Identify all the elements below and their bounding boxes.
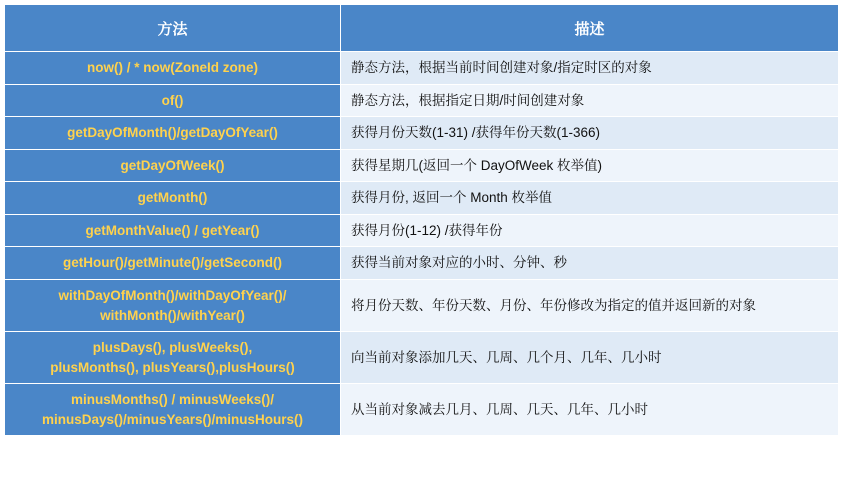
method-cell: now() / * now(ZoneId zone)	[5, 52, 341, 85]
description-cell: 向当前对象添加几天、几周、几个月、几年、几小时	[341, 332, 839, 384]
method-line-2: minusDays()/minusYears()/minusHours()	[41, 411, 304, 427]
method-line-2: plusMonths(), plusYears(),plusHours()	[50, 359, 295, 375]
column-header-description: 描述	[341, 5, 839, 52]
method-cell	[5, 384, 341, 436]
table-row	[5, 117, 839, 150]
description-cell: 获得月份天数(1-31) /获得年份天数(1-366)	[341, 117, 839, 150]
method-line-2: withMonth()/withYear()	[100, 307, 245, 323]
description-cell: 从当前对象减去几月、几周、几天、几年、几小时	[341, 384, 839, 436]
method-cell	[5, 332, 341, 384]
description-cell: 获得月份(1-12) /获得年份	[341, 214, 839, 247]
column-header-method: 方法	[5, 5, 341, 52]
method-line-1: minusMonths() / minusWeeks()/	[70, 392, 274, 408]
description-cell: 获得当前对象对应的小时、分钟、秒	[341, 247, 839, 280]
table-row	[5, 214, 839, 247]
description-cell: 静态方法，根据指定日期/时间创建对象	[341, 84, 839, 117]
method-cell	[5, 279, 341, 331]
table-row	[5, 84, 839, 117]
description-cell: 获得星期几(返回一个 DayOfWeek 枚举值)	[341, 149, 839, 182]
table-row	[5, 52, 839, 85]
description-cell: 静态方法，根据当前时间创建对象/指定时区的对象	[341, 52, 839, 85]
description-cell: 获得月份, 返回一个 Month 枚举值	[341, 182, 839, 215]
method-cell: getMonthValue() / getYear()	[5, 214, 341, 247]
table-row	[5, 332, 839, 384]
table-row	[5, 384, 839, 436]
table-row	[5, 182, 839, 215]
method-line-1: plusDays(), plusWeeks(),	[92, 340, 253, 356]
method-line-1: withDayOfMonth()/withDayOfYear()/	[58, 287, 287, 303]
method-reference-table	[4, 4, 839, 436]
table-header-row	[5, 5, 839, 52]
description-cell: 将月份天数、年份天数、月份、年份修改为指定的值并返回新的对象	[341, 279, 839, 331]
method-cell: getHour()/getMinute()/getSecond()	[5, 247, 341, 280]
method-cell: getDayOfMonth()/getDayOfYear()	[5, 117, 341, 150]
method-cell: getMonth()	[5, 182, 341, 215]
table-row	[5, 279, 839, 331]
method-cell: of()	[5, 84, 341, 117]
method-cell: getDayOfWeek()	[5, 149, 341, 182]
table-row	[5, 247, 839, 280]
table-row	[5, 149, 839, 182]
